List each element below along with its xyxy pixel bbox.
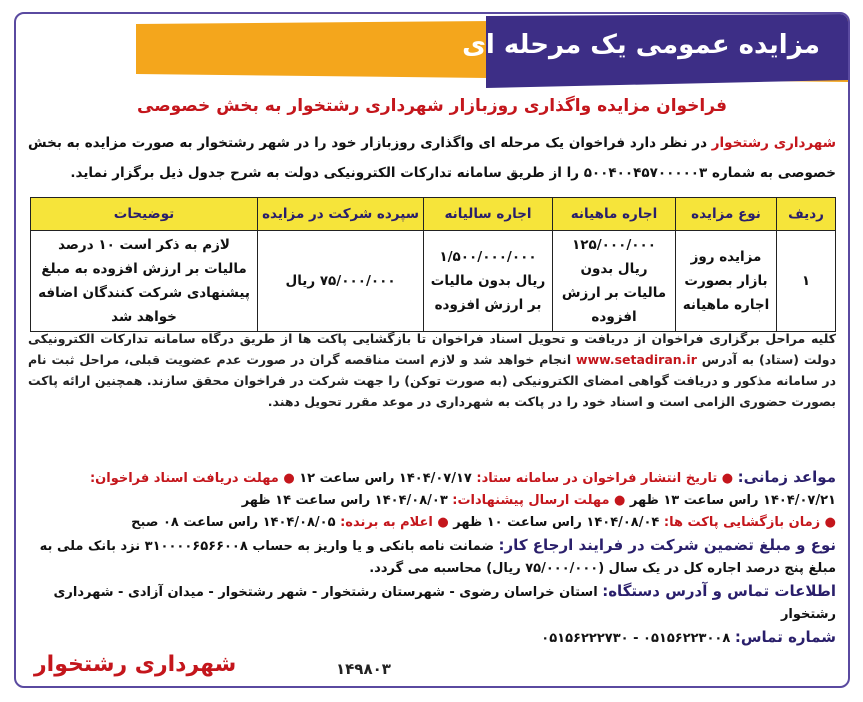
municipality-signature: شهرداری رشتخوار <box>34 652 237 677</box>
receive-value: ۱۴۰۴/۰۷/۲۱ راس ساعت ۱۳ ظهر <box>629 493 836 508</box>
intro-text: در نظر دارد فراخوان یک مرحله ای واگذاری روزبازار خود را در شهر رشتخوار به صورت مزایده به بخش خصوصی به شماره ۵۰۰۴۰۰۴۵۷۰۰۰۰۰۳ را از طریق سامانه تدارکات الکترونیکی دولت به شرح جدول ذیل برگزار نماید. <box>28 135 836 181</box>
guarantee-value: ضمانت نامه بانکی و یا واریز به حساب ۳۱۰۰۰۰۶۵۶۶۰۰۸ نزد بانک ملی به مبلغ پنج درصد اجاره کل در یک سال (۷۵/۰۰۰/۰۰۰ ریال) محاسبه می گردد. <box>39 539 836 576</box>
intro-paragraph <box>28 128 836 188</box>
col-monthly-rent: اجاره ماهیانه <box>553 198 676 231</box>
cell-notes: لازم به ذکر است ۱۰ درصد مالیات بر ارزش افزوده به مبلغ پیشنهادی شرکت کنندگان اضافه خواهد شد <box>31 231 258 332</box>
procedure-text-1: کلیه مراحل برگزاری فراخوان از دریافت و تحویل اسناد فراخوان تا بازگشایی پاکت ها از طریق درگاه سامانه تدارکات الکترونیکی دولت (ستاد) به آدرس <box>28 331 836 367</box>
bullet-icon: ● <box>609 493 626 508</box>
col-auction-type: نوع مزایده <box>676 198 777 231</box>
schedule-section <box>28 466 836 650</box>
cell-auction-type: مزایده روز بازار بصورت اجاره ماهیانه <box>676 231 777 332</box>
guarantee-label: نوع و مبلغ تضمین شرکت در فرایند ارجاع کار: <box>498 536 836 554</box>
winner-value: ۱۴۰۴/۰۸/۰۵ راس ساعت ۰۸ صبح <box>131 515 341 530</box>
bullet-icon: ● <box>717 471 734 486</box>
notice-title: مزایده عمومی یک مرحله ای <box>462 30 820 60</box>
cell-yearly-rent: ۱/۵۰۰/۰۰۰/۰۰۰ ریال بدون مالیات بر ارزش افزوده <box>424 231 553 332</box>
bullet-icon: ● <box>432 515 449 530</box>
schedule-line-4 <box>28 534 836 580</box>
submit-label: مهلت ارسال پیشنهادات: <box>452 493 610 508</box>
table-row <box>31 231 836 332</box>
schedule-line-6 <box>28 626 836 650</box>
contact-label: اطلاعات تماس و آدرس دستگاه: <box>602 582 836 600</box>
notice-frame <box>14 12 850 688</box>
phone-value: ۰۵۱۵۶۲۲۳۰۰۸ - ۰۵۱۵۶۲۲۲۷۳۰ <box>541 631 735 646</box>
publish-value: ۱۴۰۴/۰۷/۱۷ راس ساعت ۱۲ <box>299 471 477 486</box>
bullet-icon: ● <box>820 515 836 530</box>
table-header-row <box>31 198 836 231</box>
schedule-title: مواعد زمانی: <box>737 468 836 486</box>
publish-label: تاریخ انتشار فراخوان در سامانه ستاد: <box>476 471 718 486</box>
procedure-paragraph <box>28 328 836 412</box>
phone-label: شماره تماس: <box>734 628 836 646</box>
notice-subtitle: فراخوان مزایده واگذاری روزبازار شهرداری رشتخوار به بخش خصوصی <box>137 96 727 116</box>
open-value: ۱۴۰۴/۰۸/۰۴ راس ساعت ۱۰ ظهر <box>453 515 664 530</box>
header-banner <box>16 14 848 94</box>
col-yearly-rent: اجاره سالیانه <box>424 198 553 231</box>
auction-table <box>30 197 836 332</box>
cell-row-number: ۱ <box>777 231 836 332</box>
col-deposit: سپرده شرکت در مزایده <box>258 198 424 231</box>
notice-code: ۱۴۹۸۰۳ <box>336 660 391 678</box>
col-notes: توضیحات <box>31 198 258 231</box>
cell-deposit: ۷۵/۰۰۰/۰۰۰ ریال <box>258 231 424 332</box>
schedule-line-1 <box>28 466 836 490</box>
submit-value: ۱۴۰۴/۰۸/۰۳ راس ساعت ۱۴ ظهر <box>241 493 453 508</box>
intro-org: شهرداری رشتخوار <box>711 135 836 151</box>
col-row-number: ردیف <box>777 198 836 231</box>
open-label: زمان بازگشایی پاکت ها: <box>663 515 821 530</box>
cell-monthly-rent: ۱۲۵/۰۰۰/۰۰۰ ریال بدون مالیات بر ارزش افزوده <box>553 231 676 332</box>
contact-value: استان خراسان رضوی - شهرستان رشتخوار - شهر رشتخوار - میدان آزادی - شهرداری رشتخوار <box>53 585 836 622</box>
schedule-line-2 <box>28 490 836 512</box>
bullet-icon: ● <box>278 471 295 486</box>
setad-link[interactable]: www.setadiran.ir <box>576 352 697 367</box>
receive-label: مهلت دریافت اسناد فراخوان: <box>89 471 279 486</box>
winner-label: اعلام به برنده: <box>340 515 433 530</box>
schedule-line-5 <box>28 580 836 626</box>
procedure-text-2: انجام خواهد شد و لازم است مناقصه گران در صورت عدم عضویت قبلی، مراحل ثبت نام در سامانه مذکور و دریافت گواهی امضای الکترونیکی (به صورت توکن) را جهت شرکت در فراخوان محقق سازند. همچنین ارائه پاکت بصورت حضوری الزامی است و اسناد خود را در پاکت به شهرداری در موعد مقرر تحویل دهند. <box>28 352 836 409</box>
schedule-line-3 <box>28 512 836 534</box>
